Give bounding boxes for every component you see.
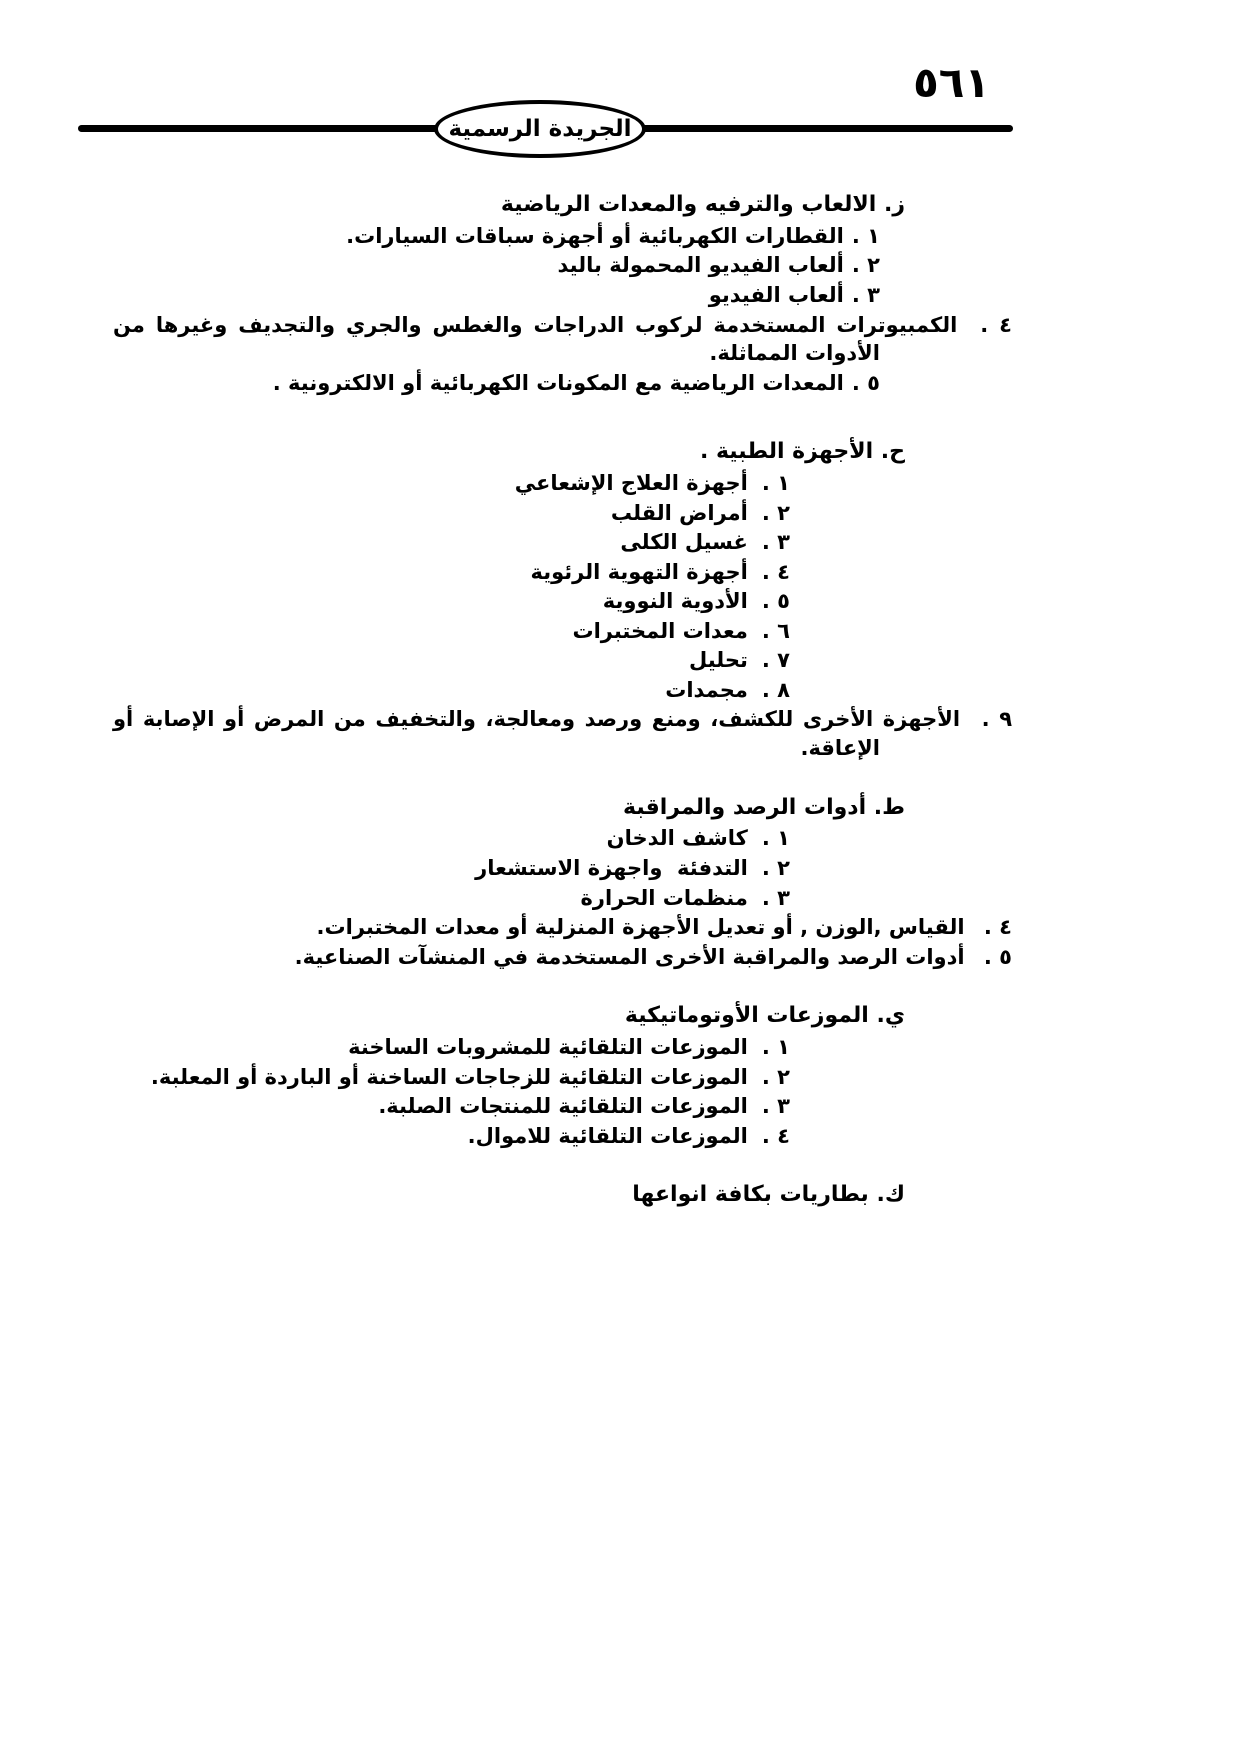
list-item: [113, 705, 1012, 762]
item-text: المعدات الرياضية مع المكونات الكهربائية أو الالكترونية .: [272, 370, 844, 395]
section-vending-machines: [113, 1001, 1012, 1150]
item-number: ٣ .: [761, 530, 790, 555]
item-text: الكمبيوترات المستخدمة لركوب الدراجات والغطس والجري والتجديف وغيرها من الأدوات المماثلة.: [113, 312, 958, 366]
item-text: كاشف الدخان: [606, 826, 748, 851]
item-text: الموزعات التلقائية للزجاجات الساخنة أو الباردة أو المعلبة.: [150, 1064, 748, 1089]
list-item: [113, 1063, 790, 1092]
item-number: ٢ .: [761, 856, 790, 881]
section-games-sports: [113, 190, 1012, 397]
item-number: ٩ .: [981, 707, 1013, 732]
section-batteries: [113, 1180, 1012, 1210]
item-text: أجهزة التهوية الرئوية: [530, 559, 748, 584]
item-text: أدوات الرصد والمراقبة الأخرى المستخدمة في المنشآت الصناعية.: [294, 944, 965, 969]
item-number: ٤ .: [761, 559, 790, 584]
list-item: [113, 311, 1012, 368]
item-text: القياس ,الوزن , أو تعديل الأجهزة المنزلية أو معدات المختبرات.: [316, 915, 965, 940]
section-heading: ك. بطاريات بكافة انواعها: [632, 1182, 905, 1208]
item-text: غسيل الكلى: [620, 530, 748, 555]
item-text: الأجهزة الأخرى للكشف، ومنع ورصد ومعالجة، والتخفيف من المرض أو الإصابة أو الإعاقة.: [113, 707, 961, 761]
item-number: ١ .: [761, 826, 790, 851]
item-number: ٧ .: [761, 648, 790, 673]
page-content: [113, 190, 1012, 1212]
item-number: ٣ .: [761, 885, 790, 910]
list-item: [113, 913, 1012, 942]
list-item: [113, 824, 790, 853]
list-item: [113, 558, 790, 587]
list-item: [113, 943, 1012, 972]
list-item: [113, 587, 790, 616]
item-number: ٣ .: [761, 1094, 790, 1119]
item-text: الموزعات التلقائية للمشروبات الساخنة: [348, 1035, 748, 1060]
list-item: [113, 281, 880, 310]
header-banner: [78, 116, 1013, 142]
list-item: [113, 646, 790, 675]
list-item: [113, 676, 790, 705]
item-number: ٢ .: [851, 253, 880, 278]
item-text: مجمدات: [665, 677, 748, 702]
gazette-title-seal: [434, 100, 646, 158]
item-number: ٤ .: [761, 1123, 790, 1148]
item-text: ألعاب الفيديو: [708, 283, 844, 307]
section-heading: ز. الالعاب والترفيه والمعدات الرياضية: [500, 192, 905, 217]
item-text: الموزعات التلقائية للمنتجات الصلبة.: [378, 1094, 748, 1119]
gazette-title: الجريدة الرسمية: [448, 116, 632, 142]
item-number: ١ .: [761, 471, 790, 496]
section-monitoring-tools: [113, 793, 1012, 972]
list-item: [113, 251, 880, 280]
item-number: ٤ .: [980, 312, 1012, 337]
list-item: [113, 617, 790, 646]
item-number: ٢ .: [761, 500, 790, 525]
item-number: ١ .: [851, 223, 880, 248]
list-item: [113, 854, 790, 883]
item-number: ١ .: [761, 1035, 790, 1060]
list-item: [113, 884, 790, 913]
section-heading: ط. أدوات الرصد والمراقبة: [623, 794, 905, 820]
list-item: [113, 369, 880, 398]
item-number: ٦ .: [761, 618, 790, 643]
list-item: [113, 1033, 790, 1062]
item-number: ٥ .: [761, 589, 790, 614]
list-item: [113, 1092, 790, 1121]
item-text: أمراض القلب: [610, 500, 748, 525]
item-number: ٢ .: [761, 1064, 790, 1089]
item-text: الموزعات التلقائية للاموال.: [467, 1123, 748, 1148]
item-text: معدات المختبرات: [572, 618, 748, 643]
item-text: أجهزة العلاج الإشعاعي: [514, 471, 748, 496]
section-heading: ي. الموزعات الأوتوماتيكية: [624, 1003, 905, 1029]
list-item: [113, 222, 880, 251]
list-item: [113, 469, 790, 498]
item-text: منظمات الحرارة: [580, 885, 748, 910]
item-number: ٥ .: [851, 370, 880, 395]
section-heading: ح. الأجهزة الطبية .: [699, 439, 905, 465]
list-item: [113, 528, 790, 557]
list-item: [113, 1122, 790, 1151]
item-text: تحليل: [688, 648, 748, 673]
item-number: ٥ .: [983, 944, 1012, 969]
item-number: ٣ .: [851, 283, 880, 307]
item-text: التدفئة واجهزة الاستشعار: [475, 856, 748, 881]
item-number: ٤ .: [983, 915, 1012, 940]
item-text: ألعاب الفيديو المحمولة باليد: [557, 253, 844, 278]
page-number: ٥٦١: [913, 58, 990, 107]
list-item: [113, 499, 790, 528]
item-text: الأدوية النووية: [602, 589, 748, 614]
item-number: ٨ .: [761, 677, 790, 702]
section-medical-devices: [113, 437, 1012, 762]
item-text: القطارات الكهربائية أو أجهزة سباقات السيارات.: [346, 223, 844, 248]
